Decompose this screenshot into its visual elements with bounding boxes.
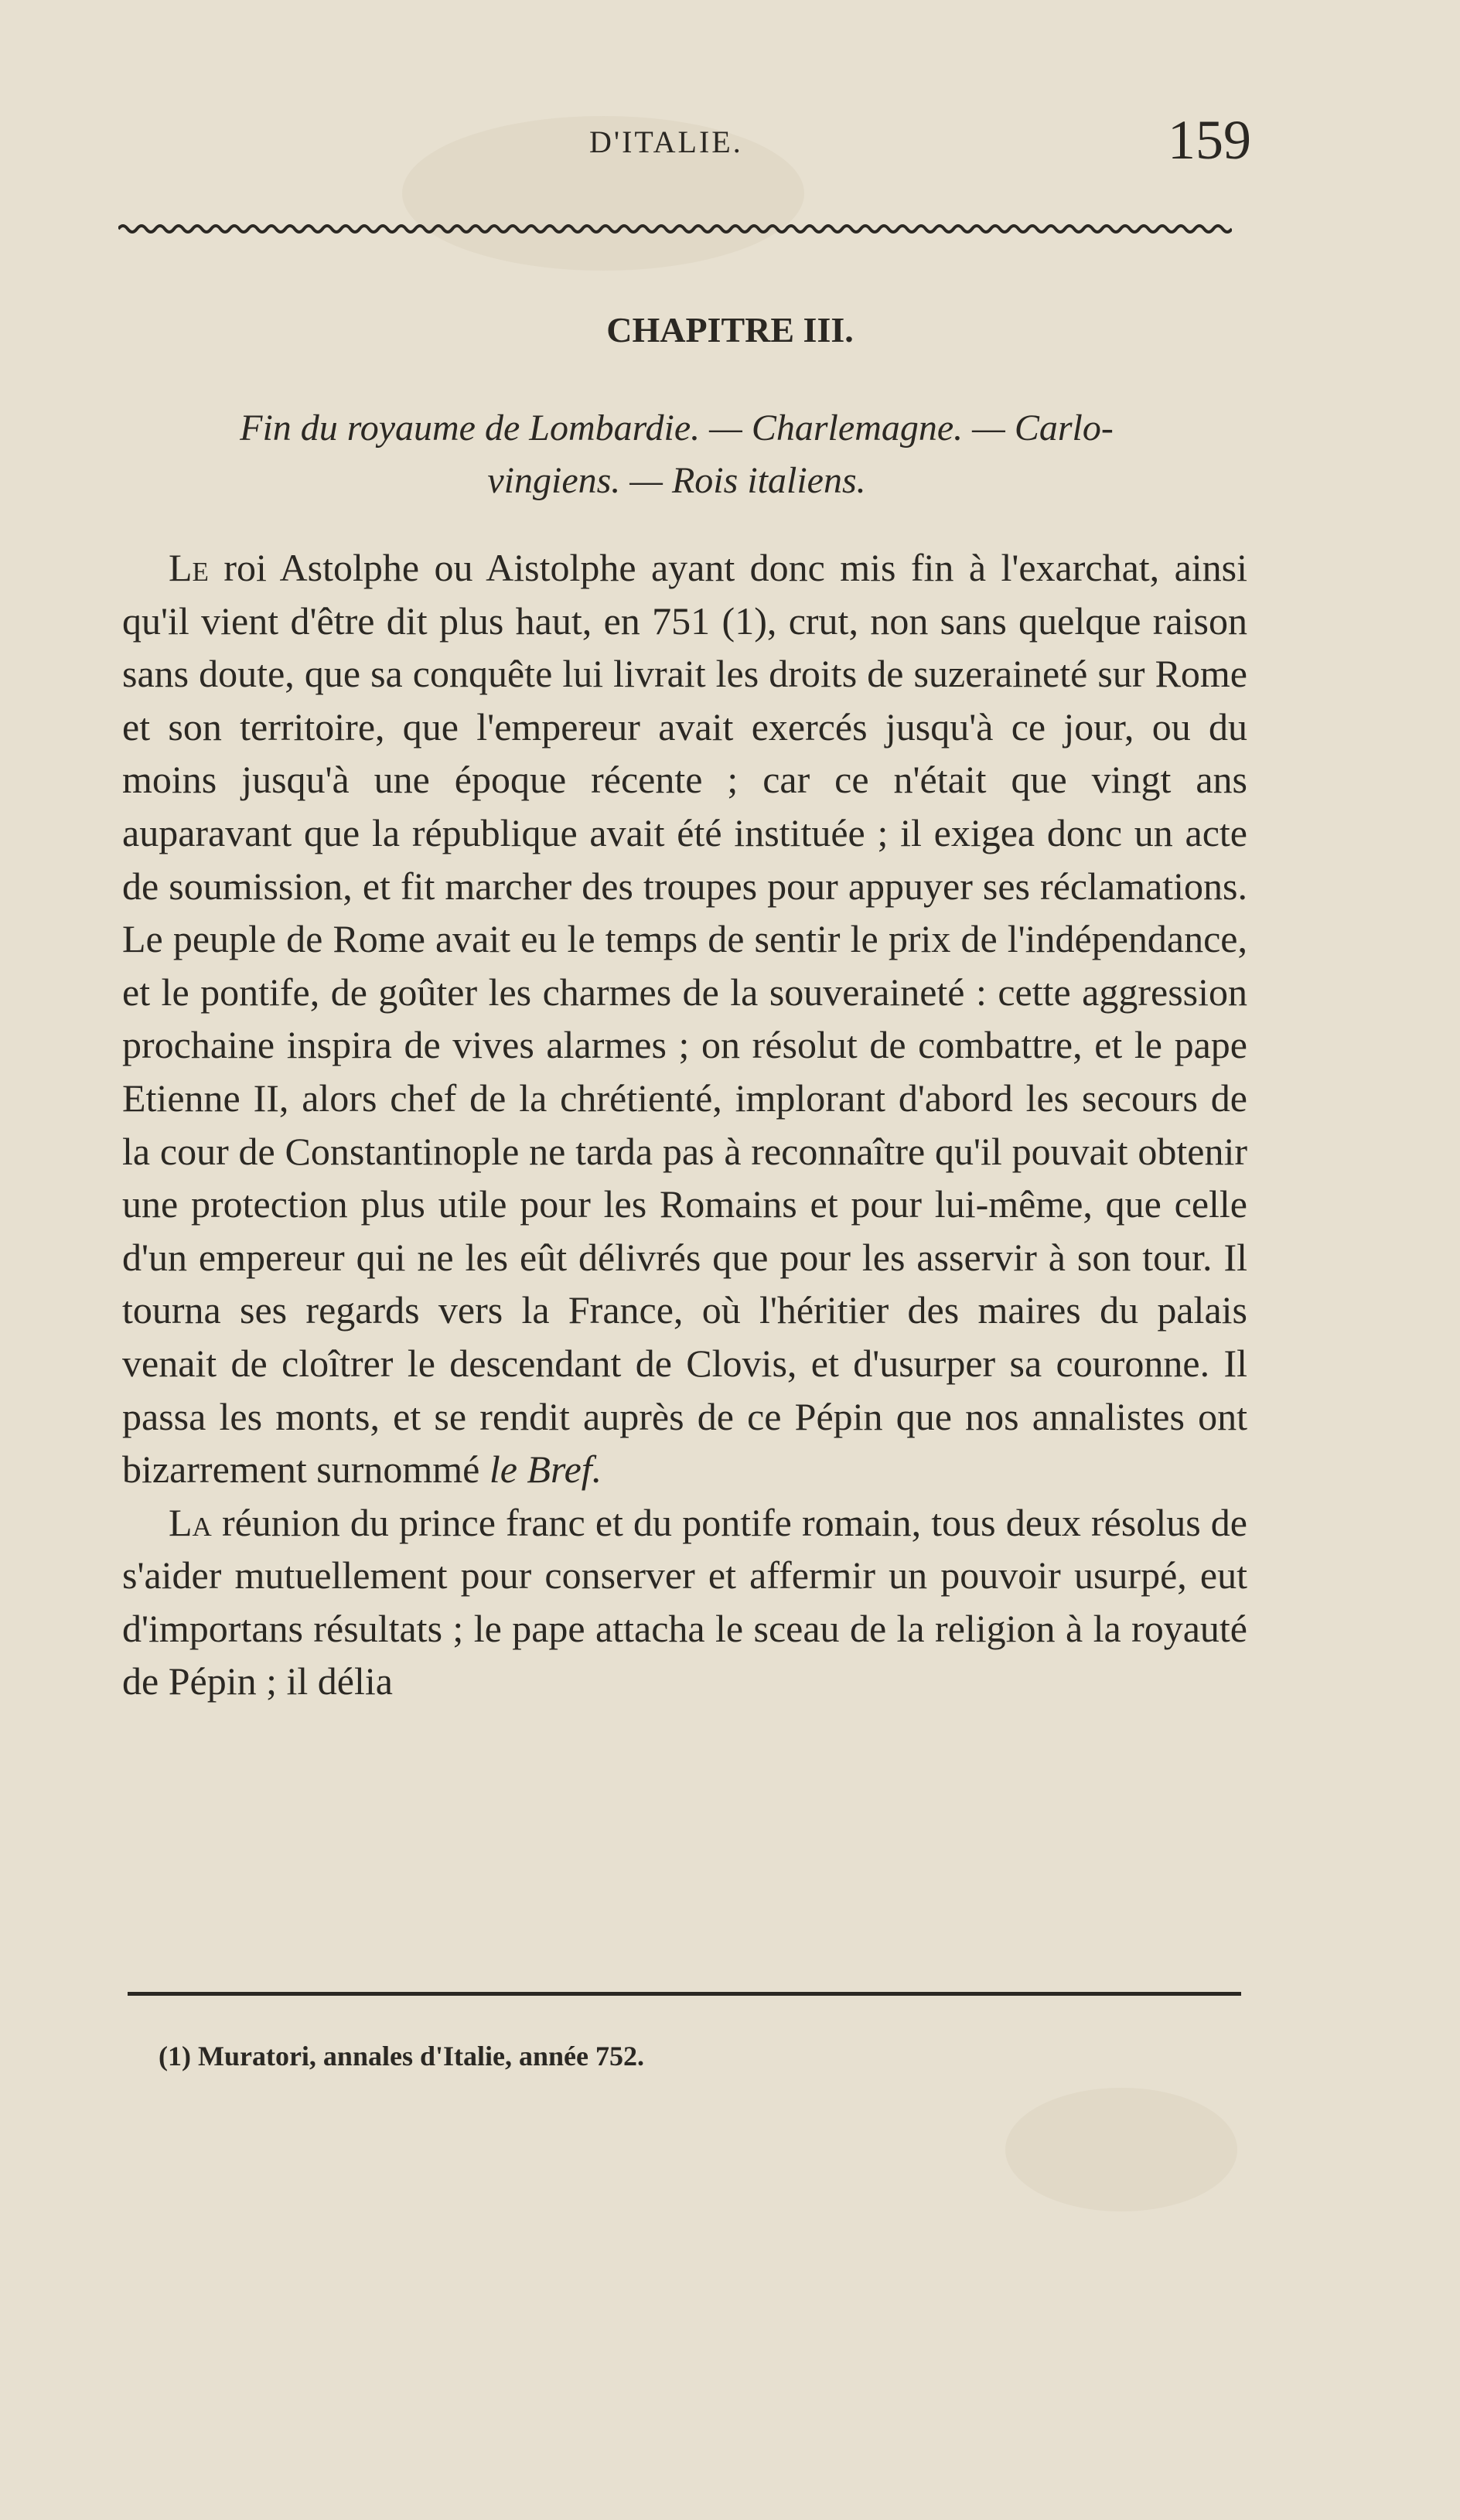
paragraph-text: roi Astolphe ou Aistolphe ayant donc mis fin à l'exarchat, ainsi qu'il vient d'être dit plus haut, en 751 (1), crut, non sans quelque raison sans doute, que sa conquête lui livrait les droits de suzeraineté sur Rome et son territoire, que l'empereur avait exercés jusqu'à ce jour, ou du moins jusqu'à une époque récente ; car ce n'était que vingt ans auparavant que la république avait été instituée ; il exigea donc un acte de soumission, et fit marcher des troupes pour appuyer ses réclamations. Le peuple de Rome avait eu le temps de sentir le prix de l'indépendance, et le pontife, de goûter les charmes de la souveraineté : cette aggression prochaine inspira de vives alarmes ; on résolut de combattre, et le pape Etienne II, alors chef de la chrétienté, implorant d'abord les secours de la cour de Constantinople ne tarda pas à reconnaître qu'il pouvait obtenir une protection plus utile pour les Romains et pour lui-même, que celle d'un empereur qui ne les eût délivrés que pour les asservir à son tour. Il tourna ses regards vers la France, où l'héritier des maires du palais venait de cloîtrer le descendant de Clovis, et d'usurper sa couronne. Il passa les monts, et se rendit auprès de ce Pépin que nos annalistes ont bizarrement surnommé bbox=[122, 546, 1247, 1492]
paragraph bbox=[122, 541, 1247, 1496]
paragraph-text: réunion du prince franc et du pontife romain, tous deux résolus de s'aider mutuellement pour conserver et affermir un pouvoir usurpé, eut d'importans résultats ; le pape attacha le sceau de la religion à la royauté de Pépin ; il délia bbox=[122, 1500, 1247, 1703]
italic-phrase: le Bref. bbox=[489, 1448, 602, 1492]
chapter-title: CHAPITRE III. bbox=[606, 310, 854, 350]
running-head: D'ITALIE. bbox=[589, 124, 743, 159]
body-text bbox=[122, 541, 1247, 1708]
page-number: 159 bbox=[1168, 109, 1251, 171]
footnote-rule bbox=[128, 1992, 1241, 1996]
dropcap-word: Le bbox=[169, 546, 209, 589]
dropcap-word: La bbox=[169, 1500, 212, 1544]
summary-line: Fin du royaume de Lombardie. — Charlemagne. — Carlo- bbox=[240, 407, 1114, 448]
footnote: (1) Muratori, annales d'Italie, année 752. bbox=[159, 2041, 644, 2072]
chapter-summary bbox=[120, 402, 1233, 507]
summary-line: vingiens. — Rois italiens. bbox=[487, 460, 866, 501]
ornamental-rule bbox=[118, 222, 1232, 236]
paper-stain bbox=[1005, 2088, 1237, 2211]
paragraph bbox=[122, 1496, 1247, 1708]
